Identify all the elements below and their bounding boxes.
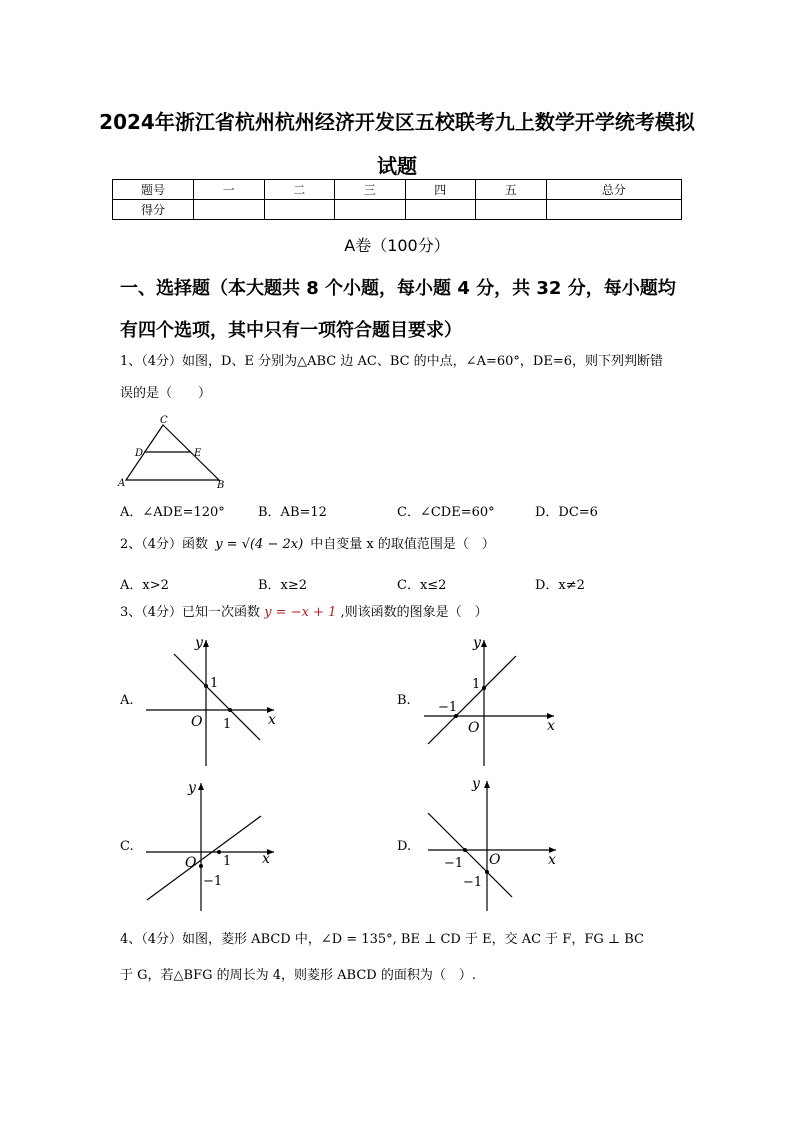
q3-formula: y = −x + 1 xyxy=(264,605,337,620)
label-d: D xyxy=(135,448,144,459)
y-intercept-label: −1 xyxy=(463,875,483,890)
y-axis-label: y xyxy=(473,635,481,651)
q3-graph-b[interactable] xyxy=(418,632,563,770)
score-header-cell: 三 xyxy=(335,180,406,200)
score-header-cell: 一 xyxy=(194,180,265,200)
intercept-point xyxy=(199,864,203,868)
q3-graph-d[interactable] xyxy=(420,775,565,915)
q3-graph-a[interactable] xyxy=(140,632,285,770)
y-axis-arrow-icon xyxy=(198,783,204,790)
score-header-cell: 题号 xyxy=(113,180,194,200)
q3-suffix: ,则该函数的图象是（ ） xyxy=(340,605,488,620)
q3-option-d-label[interactable]: D. xyxy=(397,839,412,854)
q2-option-b[interactable]: B．x≥2 xyxy=(258,578,308,593)
origin-label: O xyxy=(191,714,203,730)
intercept-point xyxy=(482,686,486,690)
label-b: B xyxy=(217,480,225,491)
y-intercept-label: −1 xyxy=(203,874,223,889)
q4-text-line2: 于 G，若△BFG 的周长为 4，则菱形 ABCD 的面积为（ ）. xyxy=(120,968,476,983)
y-axis-arrow-icon xyxy=(203,640,209,647)
score-cell xyxy=(194,200,265,220)
q4-text-line1: 4、（4分）如图，菱形 ABCD 中，∠D = 135°, BE ⊥ CD 于 E，交 AC 于 F，FG ⊥ BC xyxy=(120,932,644,947)
y-intercept-label: 1 xyxy=(210,676,219,691)
origin-label: O xyxy=(489,852,501,868)
x-intercept-label: 1 xyxy=(223,717,232,732)
q3-prefix: 3、（4分）已知一次函数 xyxy=(120,605,261,620)
origin-label: O xyxy=(185,855,197,871)
document-title-line2: 试题 xyxy=(377,154,417,178)
x-intercept-label: −1 xyxy=(444,856,464,871)
q1-triangle-figure xyxy=(116,412,228,492)
document-title-line1: 2024年浙江省杭州杭州经济开发区五校联考九上数学开学统考模拟 xyxy=(99,110,695,134)
q3-text xyxy=(120,603,488,623)
section1-heading-line2: 有四个选项，其中只有一项符合题目要求） xyxy=(120,320,462,341)
x-axis-label: x xyxy=(268,712,276,728)
x-axis-label: x xyxy=(547,718,555,734)
label-c: C xyxy=(160,415,168,426)
q3-graph-c[interactable] xyxy=(140,775,285,915)
score-cell xyxy=(335,200,406,220)
q1-option-d[interactable]: D．DC=6 xyxy=(535,505,598,520)
q1-option-b[interactable]: B．AB=12 xyxy=(258,505,327,520)
q3-option-a-label[interactable]: A. xyxy=(120,693,134,708)
score-header-cell: 二 xyxy=(264,180,335,200)
y-axis-label: y xyxy=(195,635,203,651)
y-intercept-label: 1 xyxy=(472,677,481,692)
q1-option-c[interactable]: C．∠CDE=60° xyxy=(397,505,495,520)
score-table xyxy=(112,179,682,220)
score-table-header-row xyxy=(113,180,682,200)
intercept-point xyxy=(204,684,208,688)
x-axis-label: x xyxy=(548,852,556,868)
q2-formula: y = √(4 − 2x) xyxy=(215,537,304,552)
q3-option-c-label[interactable]: C. xyxy=(120,839,134,854)
y-axis-arrow-icon xyxy=(484,781,490,788)
q2-text xyxy=(120,535,495,555)
x-intercept-label: −1 xyxy=(438,700,458,715)
intercept-point xyxy=(228,708,232,712)
score-table-score-row xyxy=(113,200,682,220)
x-axis-label: x xyxy=(262,851,270,867)
q2-suffix: 中自变量 x 的取值范围是（ ） xyxy=(310,537,495,552)
origin-label: O xyxy=(468,720,480,736)
q2-prefix: 2、（4分）函数 xyxy=(120,537,209,552)
intercept-point xyxy=(485,870,489,874)
section1-heading-line1: 一、选择题（本大题共 8 个小题，每小题 4 分，共 32 分，每小题均 xyxy=(120,278,676,299)
q3-option-b-label[interactable]: B. xyxy=(397,693,411,708)
intercept-point xyxy=(463,848,467,852)
score-header-cell: 总分 xyxy=(546,180,682,200)
score-header-cell: 四 xyxy=(405,180,476,200)
score-cell xyxy=(476,200,547,220)
intercept-point xyxy=(217,850,221,854)
label-e: E xyxy=(194,448,202,459)
q1-text-line1: 1、（4分）如图，D、E 分别为△ABC 边 AC、BC 的中点，∠A=60°，DE=6，则下列判断错 xyxy=(120,354,663,369)
q1-text-line2: 误的是（ ） xyxy=(120,386,212,401)
q1-option-a[interactable]: A．∠ADE=120° xyxy=(120,505,225,520)
label-a: A xyxy=(118,478,126,489)
function-line xyxy=(174,654,260,740)
q2-option-a[interactable]: A．x>2 xyxy=(120,578,169,593)
score-header-cell: 五 xyxy=(476,180,547,200)
score-cell xyxy=(405,200,476,220)
volume-heading: A卷（100分） xyxy=(344,236,450,255)
q2-option-d[interactable]: D．x≠2 xyxy=(535,578,585,593)
score-cell xyxy=(546,200,682,220)
y-axis-arrow-icon xyxy=(481,640,487,647)
q2-option-c[interactable]: C．x≤2 xyxy=(397,578,447,593)
score-row-label: 得分 xyxy=(113,200,194,220)
score-cell xyxy=(264,200,335,220)
y-axis-label: y xyxy=(472,776,480,792)
y-axis-label: y xyxy=(188,780,196,796)
x-intercept-label: 1 xyxy=(223,854,232,869)
